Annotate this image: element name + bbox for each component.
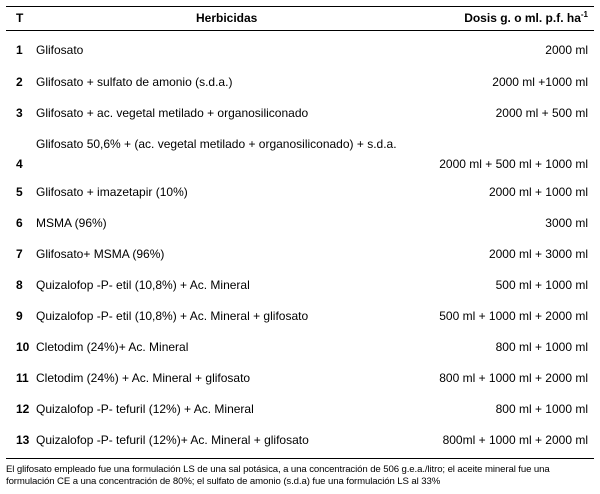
row-dosis: 2000 ml <box>545 43 588 57</box>
table-row <box>6 136 594 172</box>
row-herbicida: Glifosato + ac. vegetal metilado + organosiliconado <box>36 106 309 120</box>
row-dosis: 2000 ml + 1000 ml <box>488 185 588 199</box>
header-herbicidas: Herbicidas <box>196 11 258 25</box>
table-row <box>6 339 594 355</box>
row-dosis: 500 ml + 1000 ml <box>495 278 588 292</box>
header-dosis-exponent: -1 <box>580 10 588 19</box>
row-herbicida: Glifosato <box>36 43 84 57</box>
footnote: El glifosato empleado fue una formulación LS de una sal potásica, a una concentración de 506 g.e.a./litro; el aceite mineral fue una formulación CE a una concentración de 80%; el sulfato de amonio (s.d.a) fue una formulación LS al 33% <box>6 464 550 487</box>
top-rule <box>6 6 594 7</box>
row-herbicida: Cletodim (24%) + Ac. Mineral + glifosato <box>36 371 251 385</box>
row-herbicida: Quizalofop -P- etil (10,8%) + Ac. Mineral + glifosato <box>36 309 309 323</box>
table-row <box>6 184 594 200</box>
row-dosis: 3000 ml <box>545 216 588 230</box>
row-number: 11 <box>16 371 29 385</box>
table-row <box>6 432 594 448</box>
row-herbicida: MSMA (96%) <box>36 216 107 230</box>
row-number: 6 <box>16 216 23 230</box>
row-dosis: 800 ml + 1000 ml + 2000 ml <box>439 371 588 385</box>
row-dosis: 2000 ml + 3000 ml <box>488 247 588 261</box>
row-number: 13 <box>16 433 30 447</box>
table-row <box>6 401 594 417</box>
bottom-rule <box>6 458 594 459</box>
table-row <box>6 277 594 293</box>
row-number: 7 <box>16 247 23 261</box>
table-row <box>6 105 594 121</box>
table-row <box>6 42 594 58</box>
row-herbicida: Glifosato+ MSMA (96%) <box>36 247 165 261</box>
table-row <box>6 215 594 231</box>
row-number: 10 <box>16 340 30 354</box>
row-herbicida: Quizalofop -P- etil (10,8%) + Ac. Mineral <box>36 278 250 292</box>
row-dosis: 500 ml + 1000 ml + 2000 ml <box>439 309 588 323</box>
row-number: 12 <box>16 402 30 416</box>
row-number: 1 <box>16 43 23 57</box>
row-herbicida: Quizalofop -P- tefuril (12%) + Ac. Mineral <box>36 402 254 416</box>
header-dosis-label: Dosis g. o ml. p.f. ha <box>464 11 581 25</box>
row-herbicida: Glifosato 50,6% + (ac. vegetal metilado + organosiliconado) + s.d.a. <box>36 137 397 151</box>
row-number: 9 <box>16 309 23 323</box>
row-number: 2 <box>16 75 23 89</box>
row-herbicida: Glifosato + sulfato de amonio (s.d.a.) <box>36 75 233 89</box>
row-number: 4 <box>16 157 23 171</box>
header-rule <box>6 30 594 31</box>
table-row <box>6 308 594 324</box>
row-dosis: 800 ml + 1000 ml <box>495 340 588 354</box>
row-dosis: 2000 ml +1000 ml <box>492 75 588 89</box>
table-row <box>6 246 594 262</box>
row-dosis: 2000 ml + 500 ml + 1000 ml <box>439 157 588 171</box>
row-dosis: 800 ml + 1000 ml <box>495 402 588 416</box>
row-herbicida: Glifosato + imazetapir (10%) <box>36 185 188 199</box>
row-herbicida: Cletodim (24%)+ Ac. Mineral <box>36 340 189 354</box>
row-herbicida: Quizalofop -P- tefuril (12%)+ Ac. Mineral + glifosato <box>36 433 309 447</box>
row-number: 3 <box>16 106 23 120</box>
row-number: 5 <box>16 185 23 199</box>
row-dosis: 2000 ml + 500 ml <box>495 106 588 120</box>
header-dosis <box>464 10 588 26</box>
table-row <box>6 74 594 90</box>
row-dosis: 800ml + 1000 ml + 2000 ml <box>442 433 588 447</box>
table-row <box>6 370 594 386</box>
row-number: 8 <box>16 278 23 292</box>
header-t: T <box>16 11 24 25</box>
